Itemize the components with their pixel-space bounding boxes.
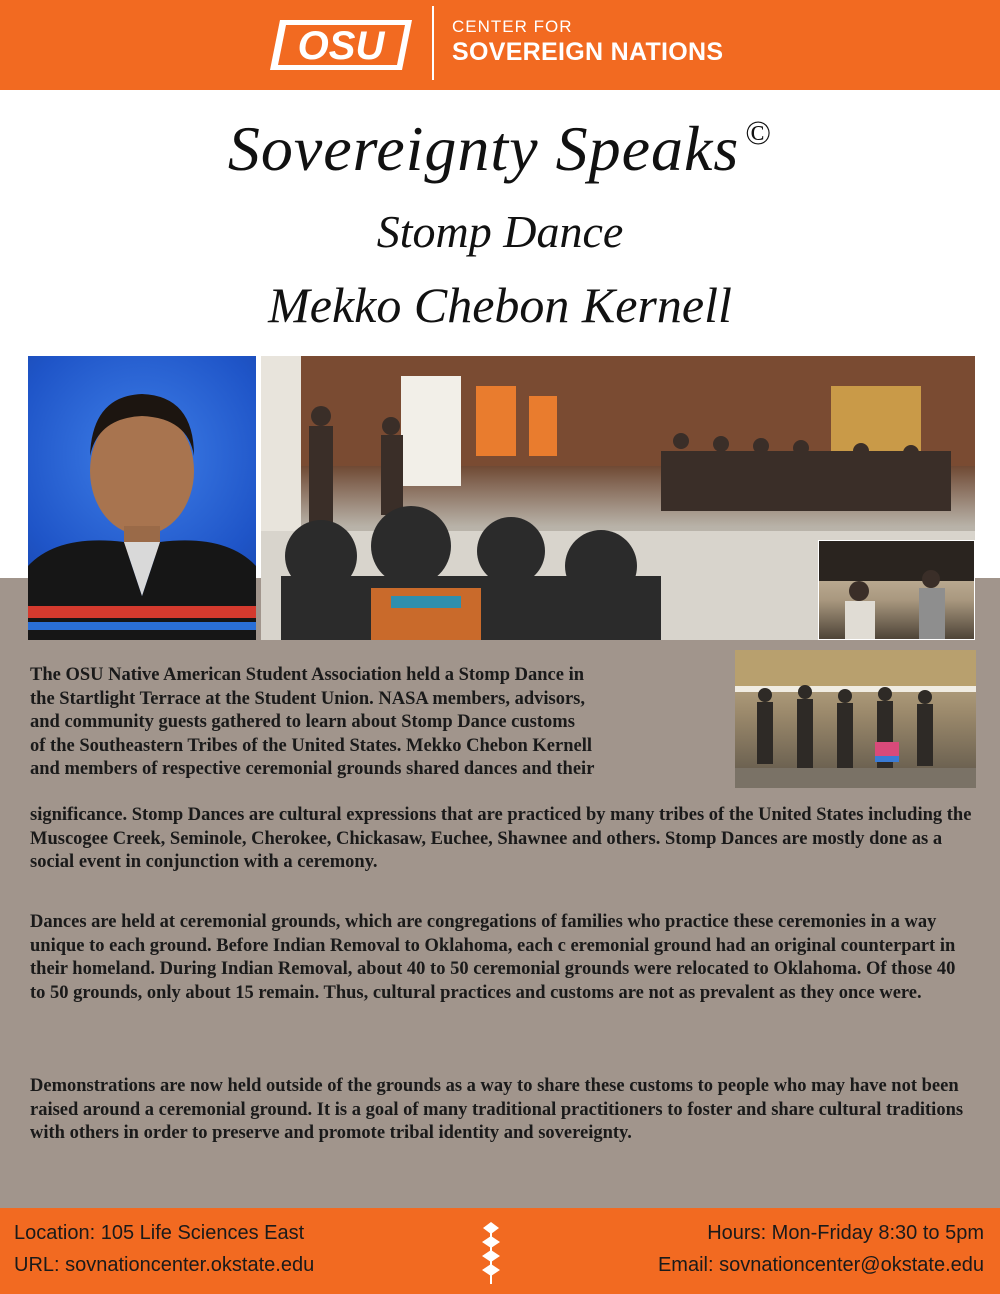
page-title xyxy=(0,112,1000,186)
logo-text: OSU xyxy=(297,24,385,68)
paragraph-1-line: of the Southeastern Tribes of the United States. Mekko Chebon Kernell xyxy=(30,735,593,756)
paragraph-1-continued: significance. Stomp Dances are cultural expressions that are practiced by many tribes of the United States including the Muscogee Creek, Seminole, Cherokee, Chickasaw, Euchee, Shawnee and others. Stomp Dances are mostly done as a social event in conjunction with a ceremony. xyxy=(30,805,972,872)
footer-url[interactable]: URL: sovnationcenter.okstate.edu xyxy=(14,1254,315,1276)
footer-hours: Hours: Mon-Friday 8:30 to 5pm xyxy=(707,1222,984,1244)
footer-location: Location: 105 Life Sciences East xyxy=(14,1222,305,1244)
paragraph-3: Demonstrations are now held outside of the grounds as a way to share these customs to people who may have not been raised around a ceremonial ground. It is a goal of many traditional practitioners to foster and share cultural traditions with others in order to preserve and promote tribal identity and sovereignty. xyxy=(30,1076,964,1143)
footer-banner xyxy=(0,1208,1000,1294)
paragraph-1-line: The OSU Native American Student Association held a Stomp Dance in xyxy=(30,665,585,685)
paragraph-1-intro xyxy=(30,664,730,782)
paragraph-1-line: the Startlight Terrace at the Student Union. NASA members, advisors, xyxy=(30,688,585,709)
stomp-dance-circle-photo xyxy=(735,650,976,788)
center-name-label: SOVEREIGN NATIONS xyxy=(452,38,724,66)
logo-divider xyxy=(432,6,434,80)
osu-logo xyxy=(266,12,416,78)
paragraph-1-line: and members of respective ceremonial grounds shared dances and their xyxy=(30,759,595,779)
wheat-icon xyxy=(478,1218,504,1286)
paragraph-1-line: and community guests gathered to learn about Stomp Dance customs xyxy=(30,712,575,732)
page-subtitle: Stomp Dance xyxy=(376,206,624,257)
speaker-name: Mekko Chebon Kernell xyxy=(268,277,732,333)
center-for-label: CENTER FOR xyxy=(452,17,573,36)
title-main: Sovereignty Speaks xyxy=(227,113,740,184)
copyright-symbol: © xyxy=(745,115,773,152)
header-banner xyxy=(0,0,1000,90)
speaker-portrait-photo xyxy=(28,356,256,640)
speaker-inset-photo xyxy=(818,540,975,640)
paragraph-2: Dances are held at ceremonial grounds, which are congregations of families who practice these ceremonies in a way unique to each ground. Before Indian Removal to Oklahoma, each c eremonial ground had an original counterpart in their homeland. During Indian Removal, about 40 to 50 ceremonial grounds were relocated to Oklahoma. Of those 40 to 50 grounds, only about 15 remain. Thus, cultural practices and customs are not as prevalent as they once were. xyxy=(30,912,956,1003)
footer-email[interactable]: Email: sovnationcenter@okstate.edu xyxy=(657,1254,984,1276)
